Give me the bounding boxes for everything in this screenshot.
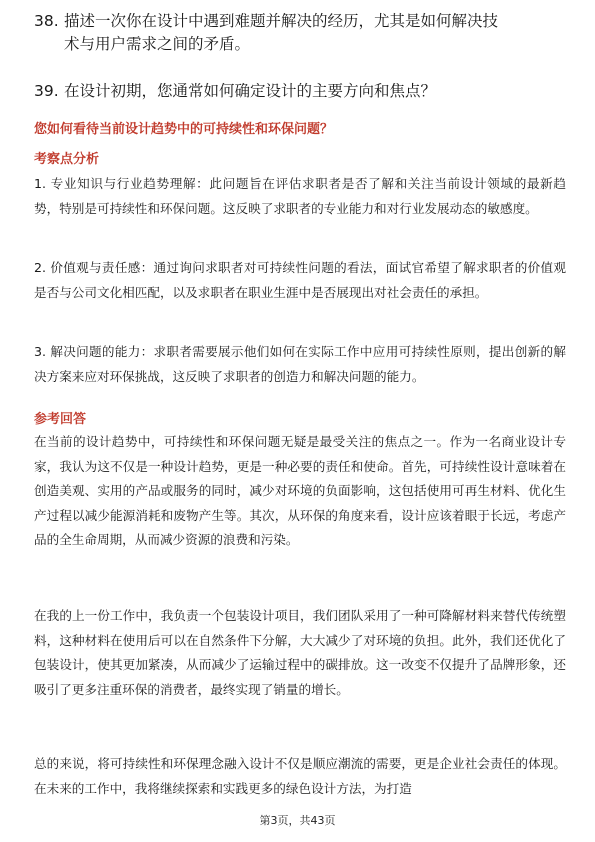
answer-paragraph-3: 总的来说，将可持续性和环保理念融入设计不仅是顺应潮流的需要，更是企业社会责任的体现。在未来的工作中，我将继续探索和实践更多的绿色设计方法，为打造 xyxy=(34,756,566,796)
section-title: 您如何看待当前设计趋势中的可持续性和环保问题？ xyxy=(34,122,334,137)
question-number: 38. xyxy=(34,12,59,30)
answer-paragraph-1: 在当前的设计趋势中，可持续性和环保问题无疑是最受关注的焦点之一。作为一名商业设计专家，我认为这不仅是一种设计趋势，更是一种必要的责任和使命。首先，可持续性设计意味着在创造美观、实用的产品或服务的同时，减少对环境的负面影响，这包括使用可再生材料、优化生产过程以减少能源消耗和废物产生等。其次，从环保的角度来看，设计应该着眼于长远，考虑产品的全生命周期，从而减少资源的浪费和污染。 xyxy=(34,434,566,548)
analysis-heading: 考察点分析 xyxy=(34,152,100,167)
question-38 xyxy=(34,10,564,56)
question-39 xyxy=(34,80,564,103)
analysis-point-1: 1. 专业知识与行业趋势理解：此问题旨在评估求职者是否了解和关注当前设计领域的最新趋势，特别是可持续性和环保问题。这反映了求职者的专业能力和对行业发展动态的敏感度。 xyxy=(34,176,566,216)
question-text: 在设计初期，您通常如何确定设计的主要方向和焦点？ xyxy=(64,82,437,100)
question-text-continued: 术与用户需求之间的矛盾。 xyxy=(64,35,251,53)
page-footer: 第3页，共43页 xyxy=(259,814,336,827)
answer-heading: 参考回答 xyxy=(34,412,87,427)
question-number: 39. xyxy=(34,82,59,100)
analysis-point-2: 2. 价值观与责任感：通过询问求职者对可持续性问题的看法，面试官希望了解求职者的价值观是否与公司文化相匹配，以及求职者在职业生涯中是否展现出对社会责任的承担。 xyxy=(34,260,566,300)
answer-paragraph-2: 在我的上一份工作中，我负责一个包装设计项目，我们团队采用了一种可降解材料来替代传统塑料，这种材料在使用后可以在自然条件下分解，大大减少了对环境的负担。此外，我们还优化了包装设计，使其更加紧凑，从而减少了运输过程中的碳排放。这一改变不仅提升了品牌形象，还吸引了更多注重环保的消费者，最终实现了销量的增长。 xyxy=(34,608,566,697)
question-text: 描述一次你在设计中遇到难题并解决的经历，尤其是如何解决技 xyxy=(64,12,499,30)
analysis-point-3: 3. 解决问题的能力：求职者需要展示他们如何在实际工作中应用可持续性原则，提出创新的解决方案来应对环保挑战，这反映了求职者的创造力和解决问题的能力。 xyxy=(34,344,566,384)
